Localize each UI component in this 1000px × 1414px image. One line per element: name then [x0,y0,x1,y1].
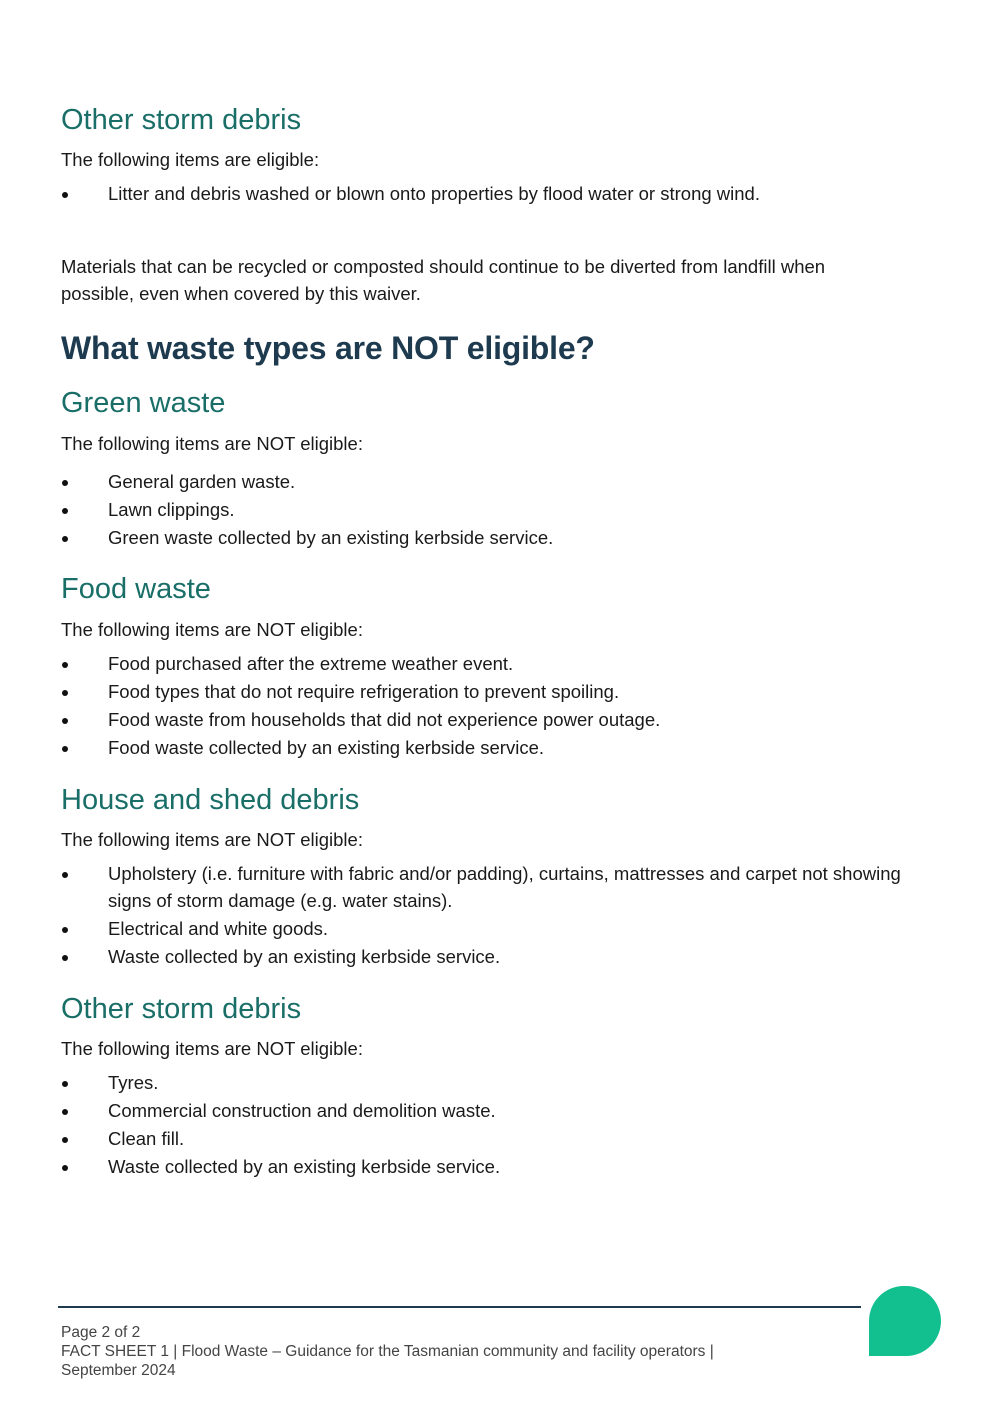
footer-divider [58,1306,861,1308]
document-page: Other storm debris The following items are eligible: Litter and debris washed or blown onto properties by flood water or strong wind. Materials that can be recycled or composted should continue to be diverted from landfill when possible, even when covered by this waiver. What waste types are NOT eligible? Green waste The following items are NOT eligible: General garden waste. Lawn clippings. Green waste collected by an existing kerbside service. Food waste The following items are NOT eligible: Food purchased after the extreme weather event. Food types that do not require refrigeration to prevent spoiling. Food waste from households that did not experience power outage. Food waste collected by an existing kerbside service. House and shed debris The following items are NOT eligible: Upholstery (i.e. furniture with fabric and/or padding), curtains, mattresses and carpet not showing signs of storm damage (e.g. water stains). Electrical and white goods. Waste collected by an existing kerbside service. Other storm debris The following items are NOT eligible: Tyres. Commercial construction and demolition waste. Clean fill. Waste collected by an existing kerbside service. Page 2 of 2 FACT SHEET 1 | Flood Waste – Guidance for the Tasmanian community and facility operators | September 2024 [0,0,1000,1414]
section-heading-green: Green waste [61,387,226,419]
section-heading-food: Food waste [61,573,211,605]
section-intro: The following items are eligible: [61,149,320,170]
section-intro: The following items are NOT eligible: [61,1038,363,1059]
section-intro: The following items are NOT eligible: [61,433,363,454]
section-intro: The following items are NOT eligible: [61,619,363,640]
footer-document-title: FACT SHEET 1 | Flood Waste – Guidance for the Tasmanian community and facility operators | [61,1343,714,1360]
footer-page-number: Page 2 of 2 [61,1324,141,1341]
section-heading-house: House and shed debris [61,784,360,816]
section-intro: The following items are NOT eligible: [61,829,363,850]
section-heading-other: Other storm debris [61,993,302,1025]
footer-date: September 2024 [61,1362,176,1379]
note-paragraph: Materials that can be recycled or composted should continue to be diverted from landfill when possible, even when covered by this waiver. [61,256,826,304]
page-title: What waste types are NOT eligible? [61,330,595,366]
brand-logo-shape-icon [869,1286,941,1356]
section-heading-other-eligible: Other storm debris [61,104,302,136]
